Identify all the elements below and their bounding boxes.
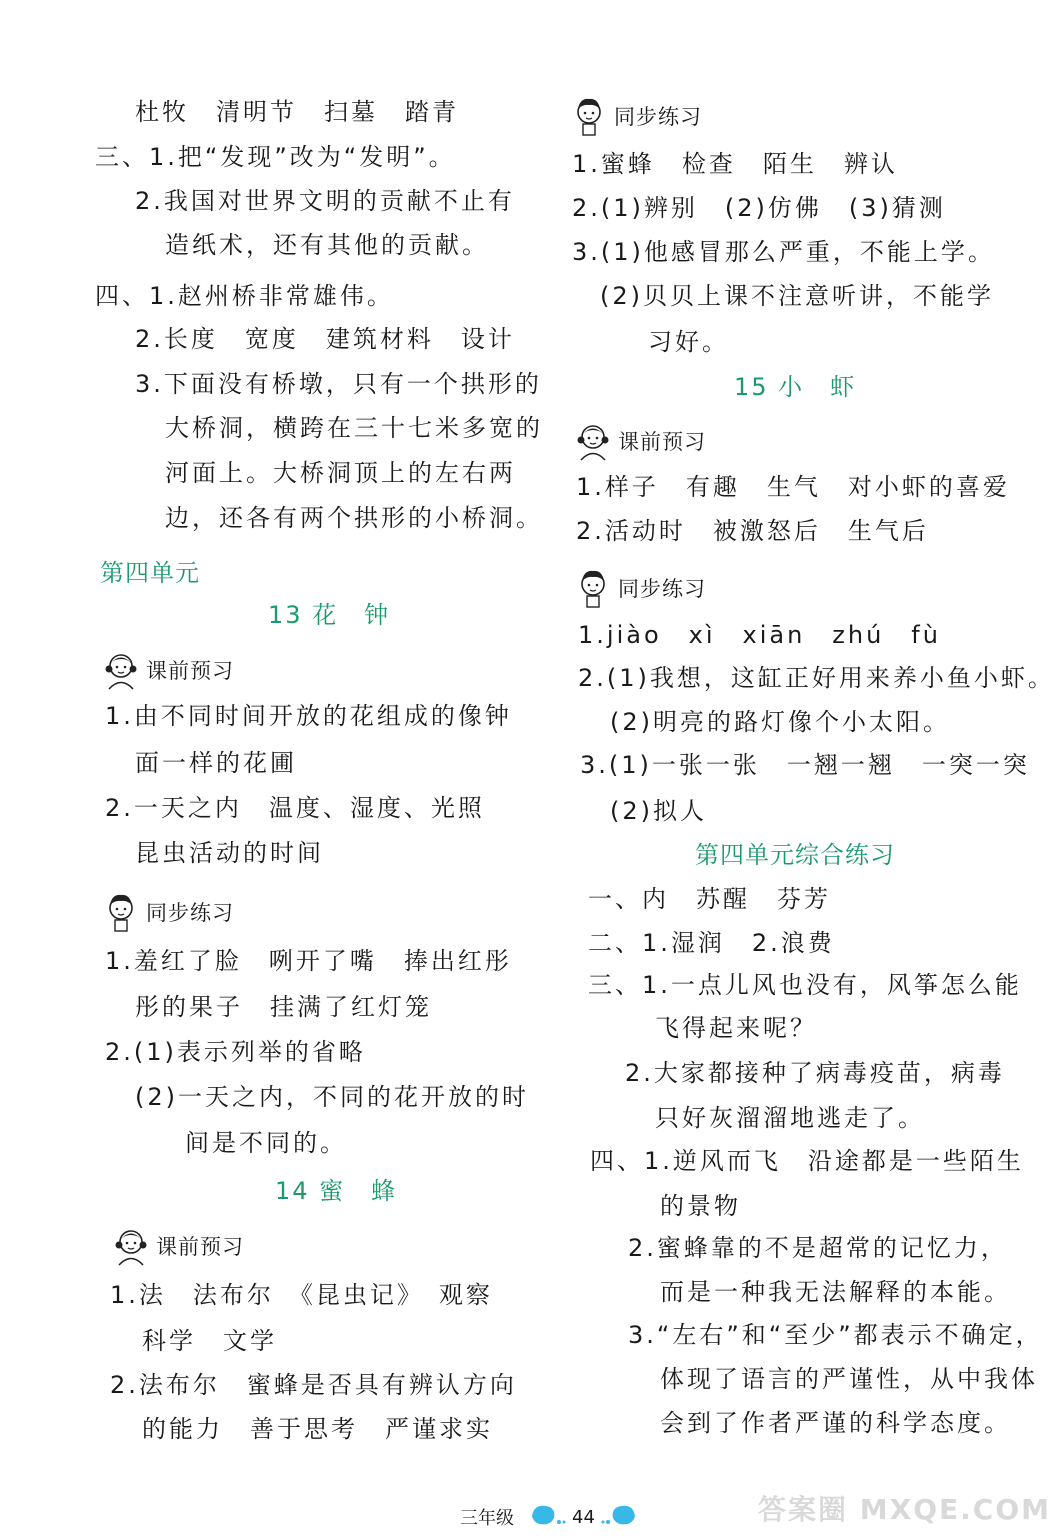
section-label: 同步练习 [146, 901, 234, 925]
section-header [568, 93, 702, 139]
boy-icon [572, 567, 614, 609]
answer-line: 会到了作者严谨的科学态度。 [660, 1409, 1011, 1437]
page-footer [460, 1502, 639, 1532]
answer-line: 2.大家都接种了病毒疫苗，病毒 [625, 1059, 1005, 1087]
answer-line: 二、1.湿润 2.浪费 [588, 929, 835, 957]
answer-line: 2.一天之内 温度、湿度、光照 [105, 794, 485, 822]
answer-line: (2)贝贝上课不注意听讲，不能学 [600, 282, 994, 310]
grade-label: 三年级 [460, 1508, 514, 1529]
answer-line: 的景物 [660, 1192, 741, 1220]
unit-heading: 第四单元 [100, 559, 200, 587]
section-label: 同步练习 [618, 577, 706, 601]
answer-line: 1.法 法布尔 《昆虫记》 观察 [110, 1281, 493, 1309]
answer-line: 1.羞红了脸 咧开了嘴 捧出红彤 [105, 947, 512, 975]
answer-line: 1.样子 有趣 生气 对小虾的喜爱 [576, 473, 1010, 501]
section-label: 课前预习 [156, 1235, 244, 1259]
answer-line: 2.(1)我想，这缸正好用来养小鱼小虾。 [578, 664, 1055, 692]
lesson-title: 14 蜜 蜂 [275, 1177, 398, 1205]
answer-line: 四、1.赵州桥非常雄伟。 [95, 282, 394, 310]
answer-line: 2.法布尔 蜜蜂是否具有辨认方向 [110, 1371, 517, 1399]
answer-line: 1.由不同时间开放的花组成的像钟 [105, 702, 512, 730]
answer-line: 1.jiào xì xiān zhú fù [578, 621, 941, 649]
girl-icon [110, 1225, 152, 1267]
answer-line: 3.(1)他感冒那么严重，不能上学。 [572, 238, 995, 266]
answer-line: 四、1.逆风而飞 沿途都是一些陌生 [590, 1147, 1024, 1175]
answer-line: 2.(1)表示列举的省略 [105, 1038, 366, 1066]
answer-line: (2)拟人 [610, 797, 707, 825]
section-label: 课前预习 [146, 659, 234, 683]
answer-line: 2.活动时 被激怒后 生气后 [576, 517, 929, 545]
answer-line: 3.(1)一张一张 一翘一翘 一突一突 [580, 751, 1030, 779]
answer-line: 河面上。大桥洞顶上的左右两 [165, 459, 516, 487]
section-header [572, 565, 706, 611]
answer-line: 只好灰溜溜地逃走了。 [655, 1104, 925, 1132]
footer-decor-right-icon [601, 1502, 639, 1533]
answer-line: 2.我国对世界文明的贡献不止有 [135, 187, 515, 215]
section-header [100, 889, 234, 935]
answer-line: 杜牧 清明节 扫墓 踏青 [135, 98, 459, 126]
answer-line: 而是一种我无法解释的本能。 [660, 1278, 1011, 1306]
section-header [572, 418, 706, 464]
answer-line: 昆虫活动的时间 [135, 839, 324, 867]
answer-line: 2.蜜蜂靠的不是超常的记忆力， [628, 1234, 1008, 1262]
section-label: 课前预习 [618, 430, 706, 454]
answer-line: 造纸术，还有其他的贡献。 [165, 231, 489, 259]
lesson-title: 15 小 虾 [734, 373, 857, 401]
answer-line: 2.长度 宽度 建筑材料 设计 [135, 325, 515, 353]
answer-line: 面一样的花圃 [135, 749, 297, 777]
answer-line: 1.蜜蜂 检查 陌生 辨认 [572, 150, 898, 178]
answer-line: 间是不同的。 [185, 1129, 347, 1157]
answer-line: 三、1.一点儿风也没有，风筝怎么能 [588, 971, 1022, 999]
boy-icon [568, 95, 610, 137]
answer-line: 2.(1)辨别 (2)仿佛 (3)猜测 [572, 194, 946, 222]
lesson-title: 13 花 钟 [268, 601, 391, 629]
answer-line: 的能力 善于思考 严谨求实 [142, 1415, 493, 1443]
answer-line: 三、1.把“发现”改为“发明”。 [95, 143, 456, 171]
footer-decor-left-icon [528, 1502, 566, 1533]
page-number: 44 [572, 1506, 595, 1528]
section-header [100, 647, 234, 693]
answer-line: 习好。 [648, 328, 729, 356]
answer-line: 3.“左右”和“至少”都表示不确定， [628, 1321, 1043, 1349]
girl-icon [100, 649, 142, 691]
section-label: 同步练习 [614, 105, 702, 129]
answer-line: (2)明亮的路灯像个小太阳。 [610, 708, 950, 736]
boy-icon [100, 891, 142, 933]
answer-line: (2)一天之内，不同的花开放的时 [135, 1083, 529, 1111]
answer-line: 体现了语言的严谨性，从中我体 [660, 1365, 1038, 1393]
unit-review-heading: 第四单元综合练习 [695, 841, 895, 869]
answer-line: 彤的果子 挂满了红灯笼 [135, 993, 432, 1021]
section-header [110, 1223, 244, 1269]
answer-line: 科学 文学 [142, 1327, 277, 1355]
answer-line: 边，还各有两个拱形的小桥洞。 [165, 504, 543, 532]
answer-line: 一、内 苏醒 芬芳 [588, 885, 831, 913]
answer-line: 大桥洞，横跨在三十七米多宽的 [165, 414, 543, 442]
watermark: 答案圈 MXQE.COM [758, 1493, 1051, 1526]
girl-icon [572, 420, 614, 462]
answer-line: 3.下面没有桥墩，只有一个拱形的 [135, 370, 542, 398]
answer-line: 飞得起来呢？ [655, 1014, 817, 1042]
